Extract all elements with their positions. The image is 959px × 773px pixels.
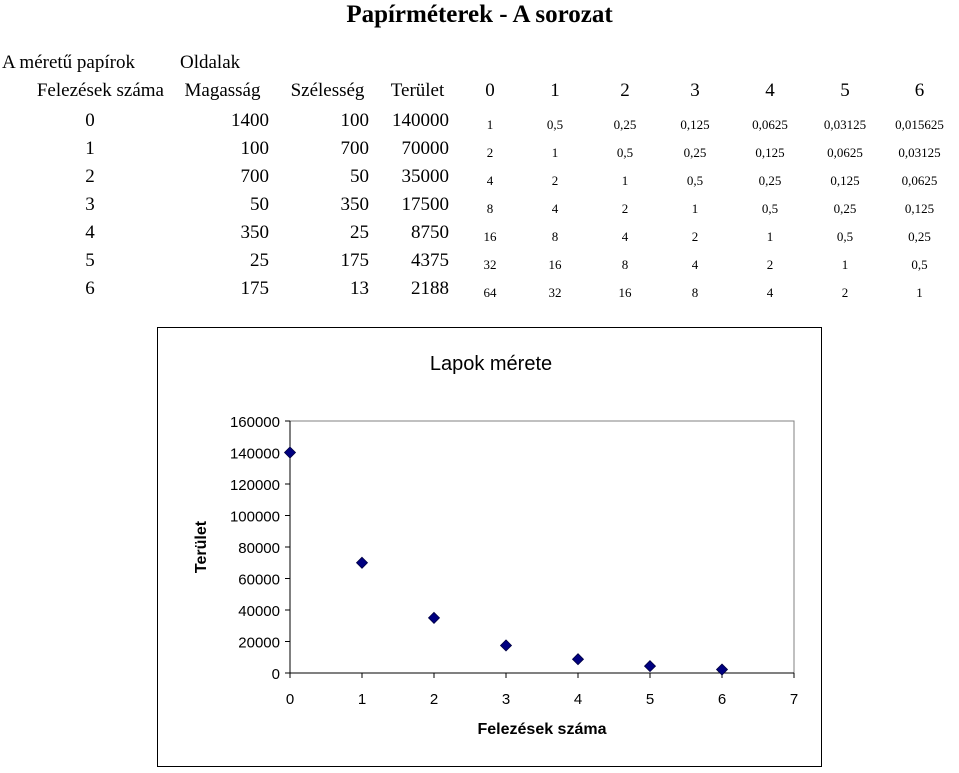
header-a-meretu: A méretű papírok	[2, 52, 135, 73]
table-cell: 0,125	[830, 173, 860, 188]
table-cell: 4	[85, 222, 95, 243]
table-cell: 0,25	[908, 229, 931, 244]
table-cell: 4	[551, 201, 559, 216]
scatter-chart	[158, 328, 821, 766]
y-axis-label: Terület	[193, 520, 210, 574]
column-header: Felezések száma	[36, 80, 164, 101]
table-cell: 25	[250, 250, 269, 271]
table-cell: 16	[618, 285, 632, 300]
x-tick-label: 0	[285, 691, 295, 708]
table-cell: 17500	[401, 194, 449, 215]
table-cell: 0,125	[680, 117, 710, 132]
table-cell: 4	[766, 285, 774, 300]
x-tick-label: 5	[645, 691, 655, 708]
table-cell: 8	[621, 257, 629, 272]
table-cell: 1	[916, 285, 923, 300]
table-cell: 0,0625	[827, 145, 863, 160]
x-tick-label: 4	[573, 691, 583, 708]
table-cell: 50	[350, 166, 369, 187]
table-cell: 2	[691, 229, 699, 244]
table-cell: 2	[841, 285, 849, 300]
table-cell: 2188	[411, 278, 449, 299]
table-cell: 2	[85, 166, 95, 187]
table-cell: 700	[340, 138, 369, 159]
plot-area	[290, 421, 794, 673]
table-cell: 0,25	[833, 201, 857, 216]
table-cell: 0,5	[836, 229, 854, 244]
table-cell: 13	[350, 278, 369, 299]
table-cell: 0	[85, 110, 95, 131]
table-cell: 8	[691, 285, 699, 300]
chart-title: Lapok mérete	[429, 353, 553, 375]
chart-area	[157, 327, 822, 767]
column-header: 3	[690, 80, 700, 101]
y-tick-label: 40000	[238, 603, 280, 620]
table-cell: 175	[240, 278, 269, 299]
table-cell: 16	[548, 257, 562, 272]
table-cell: 1	[691, 201, 699, 216]
table-cell: 32	[548, 285, 562, 300]
table-cell: 1	[841, 257, 849, 272]
header-oldalak: Oldalak	[180, 52, 241, 73]
column-header: 1	[550, 80, 560, 101]
table-cell: 0,0625	[901, 173, 938, 188]
table-cell: 3	[85, 194, 95, 215]
y-tick-label: 20000	[238, 634, 280, 652]
column-header: Terület	[390, 80, 445, 101]
column-header: Szélesség	[290, 80, 365, 101]
column-header: 4	[765, 80, 775, 101]
table-cell: 0,25	[613, 117, 637, 132]
table-cell: 0,25	[758, 173, 782, 188]
y-tick-label: 140000	[229, 445, 280, 463]
x-axis-label: Felezések száma	[477, 721, 607, 738]
column-header: 6	[914, 80, 925, 101]
table-cell: 0,5	[911, 257, 928, 272]
x-axis-ticks	[286, 673, 798, 708]
table-cell: 4	[621, 229, 629, 244]
table-cell: 2	[551, 173, 559, 188]
table-cell: 25	[350, 222, 369, 243]
table-cell: 0,5	[616, 145, 634, 160]
y-tick-label: 60000	[238, 571, 280, 589]
column-header: 5	[840, 80, 850, 101]
table-cell: 2	[766, 257, 774, 272]
table-cell: 1	[85, 138, 95, 159]
table-cell: 2	[486, 145, 494, 160]
column-header: 2	[620, 80, 630, 101]
x-tick-label: 3	[501, 691, 511, 708]
table-cell: 0,125	[755, 145, 785, 160]
table-cell: 8750	[411, 222, 449, 243]
table-cell: 2	[621, 201, 629, 216]
table-cell: 350	[340, 194, 369, 215]
x-tick-label: 7	[789, 691, 799, 708]
table-cell: 1	[621, 173, 629, 188]
column-header: Magasság	[184, 80, 261, 101]
table-cell: 50	[250, 194, 269, 215]
table-cell: 0,25	[683, 145, 707, 160]
table-cell: 0,5	[546, 117, 564, 132]
table-cell: 0,03125	[898, 145, 941, 160]
table-cell: 16	[483, 229, 497, 244]
y-tick-label: 160000	[229, 414, 280, 431]
table-cell: 35000	[401, 166, 449, 187]
table-cell: 100	[240, 138, 269, 159]
table-cell: 5	[85, 250, 95, 271]
x-tick-label: 2	[429, 691, 439, 708]
table-cell: 4375	[411, 250, 449, 271]
table-cell: 6	[85, 278, 95, 299]
y-tick-label: 120000	[229, 477, 280, 494]
table-cell: 0,015625	[895, 117, 944, 132]
table-cell: 140000	[392, 110, 449, 131]
table-cell: 8	[486, 201, 494, 216]
table-cell: 32	[483, 257, 497, 272]
table-cell: 350	[240, 222, 269, 243]
table-cell: 0,125	[904, 201, 935, 216]
table-cell: 4	[691, 257, 699, 272]
table-cell: 0,5	[761, 201, 779, 216]
column-header: 0	[485, 80, 495, 101]
table-cell: 70000	[401, 138, 449, 159]
table-cell: 1	[551, 145, 559, 160]
x-tick-label: 6	[717, 691, 727, 708]
table-cell: 0,03125	[823, 117, 867, 132]
table-cell: 1	[766, 229, 774, 244]
sheet-title: Papírméterek - A sorozat	[346, 1, 613, 28]
table-cell: 175	[340, 250, 369, 271]
table-cell: 8	[551, 229, 559, 244]
table-cell: 1400	[231, 110, 269, 131]
table-cell: 0,0625	[752, 117, 788, 132]
table-cell: 100	[340, 110, 369, 131]
table-cell: 0,5	[686, 173, 704, 188]
table-cell: 4	[486, 173, 494, 188]
x-tick-label: 1	[357, 691, 367, 708]
table-cell: 64	[483, 285, 497, 300]
table-cell: 1	[486, 117, 494, 132]
y-tick-label: 0	[271, 666, 280, 683]
y-tick-label: 100000	[229, 508, 280, 526]
table-cell: 700	[240, 166, 269, 187]
y-tick-label: 80000	[238, 540, 280, 557]
